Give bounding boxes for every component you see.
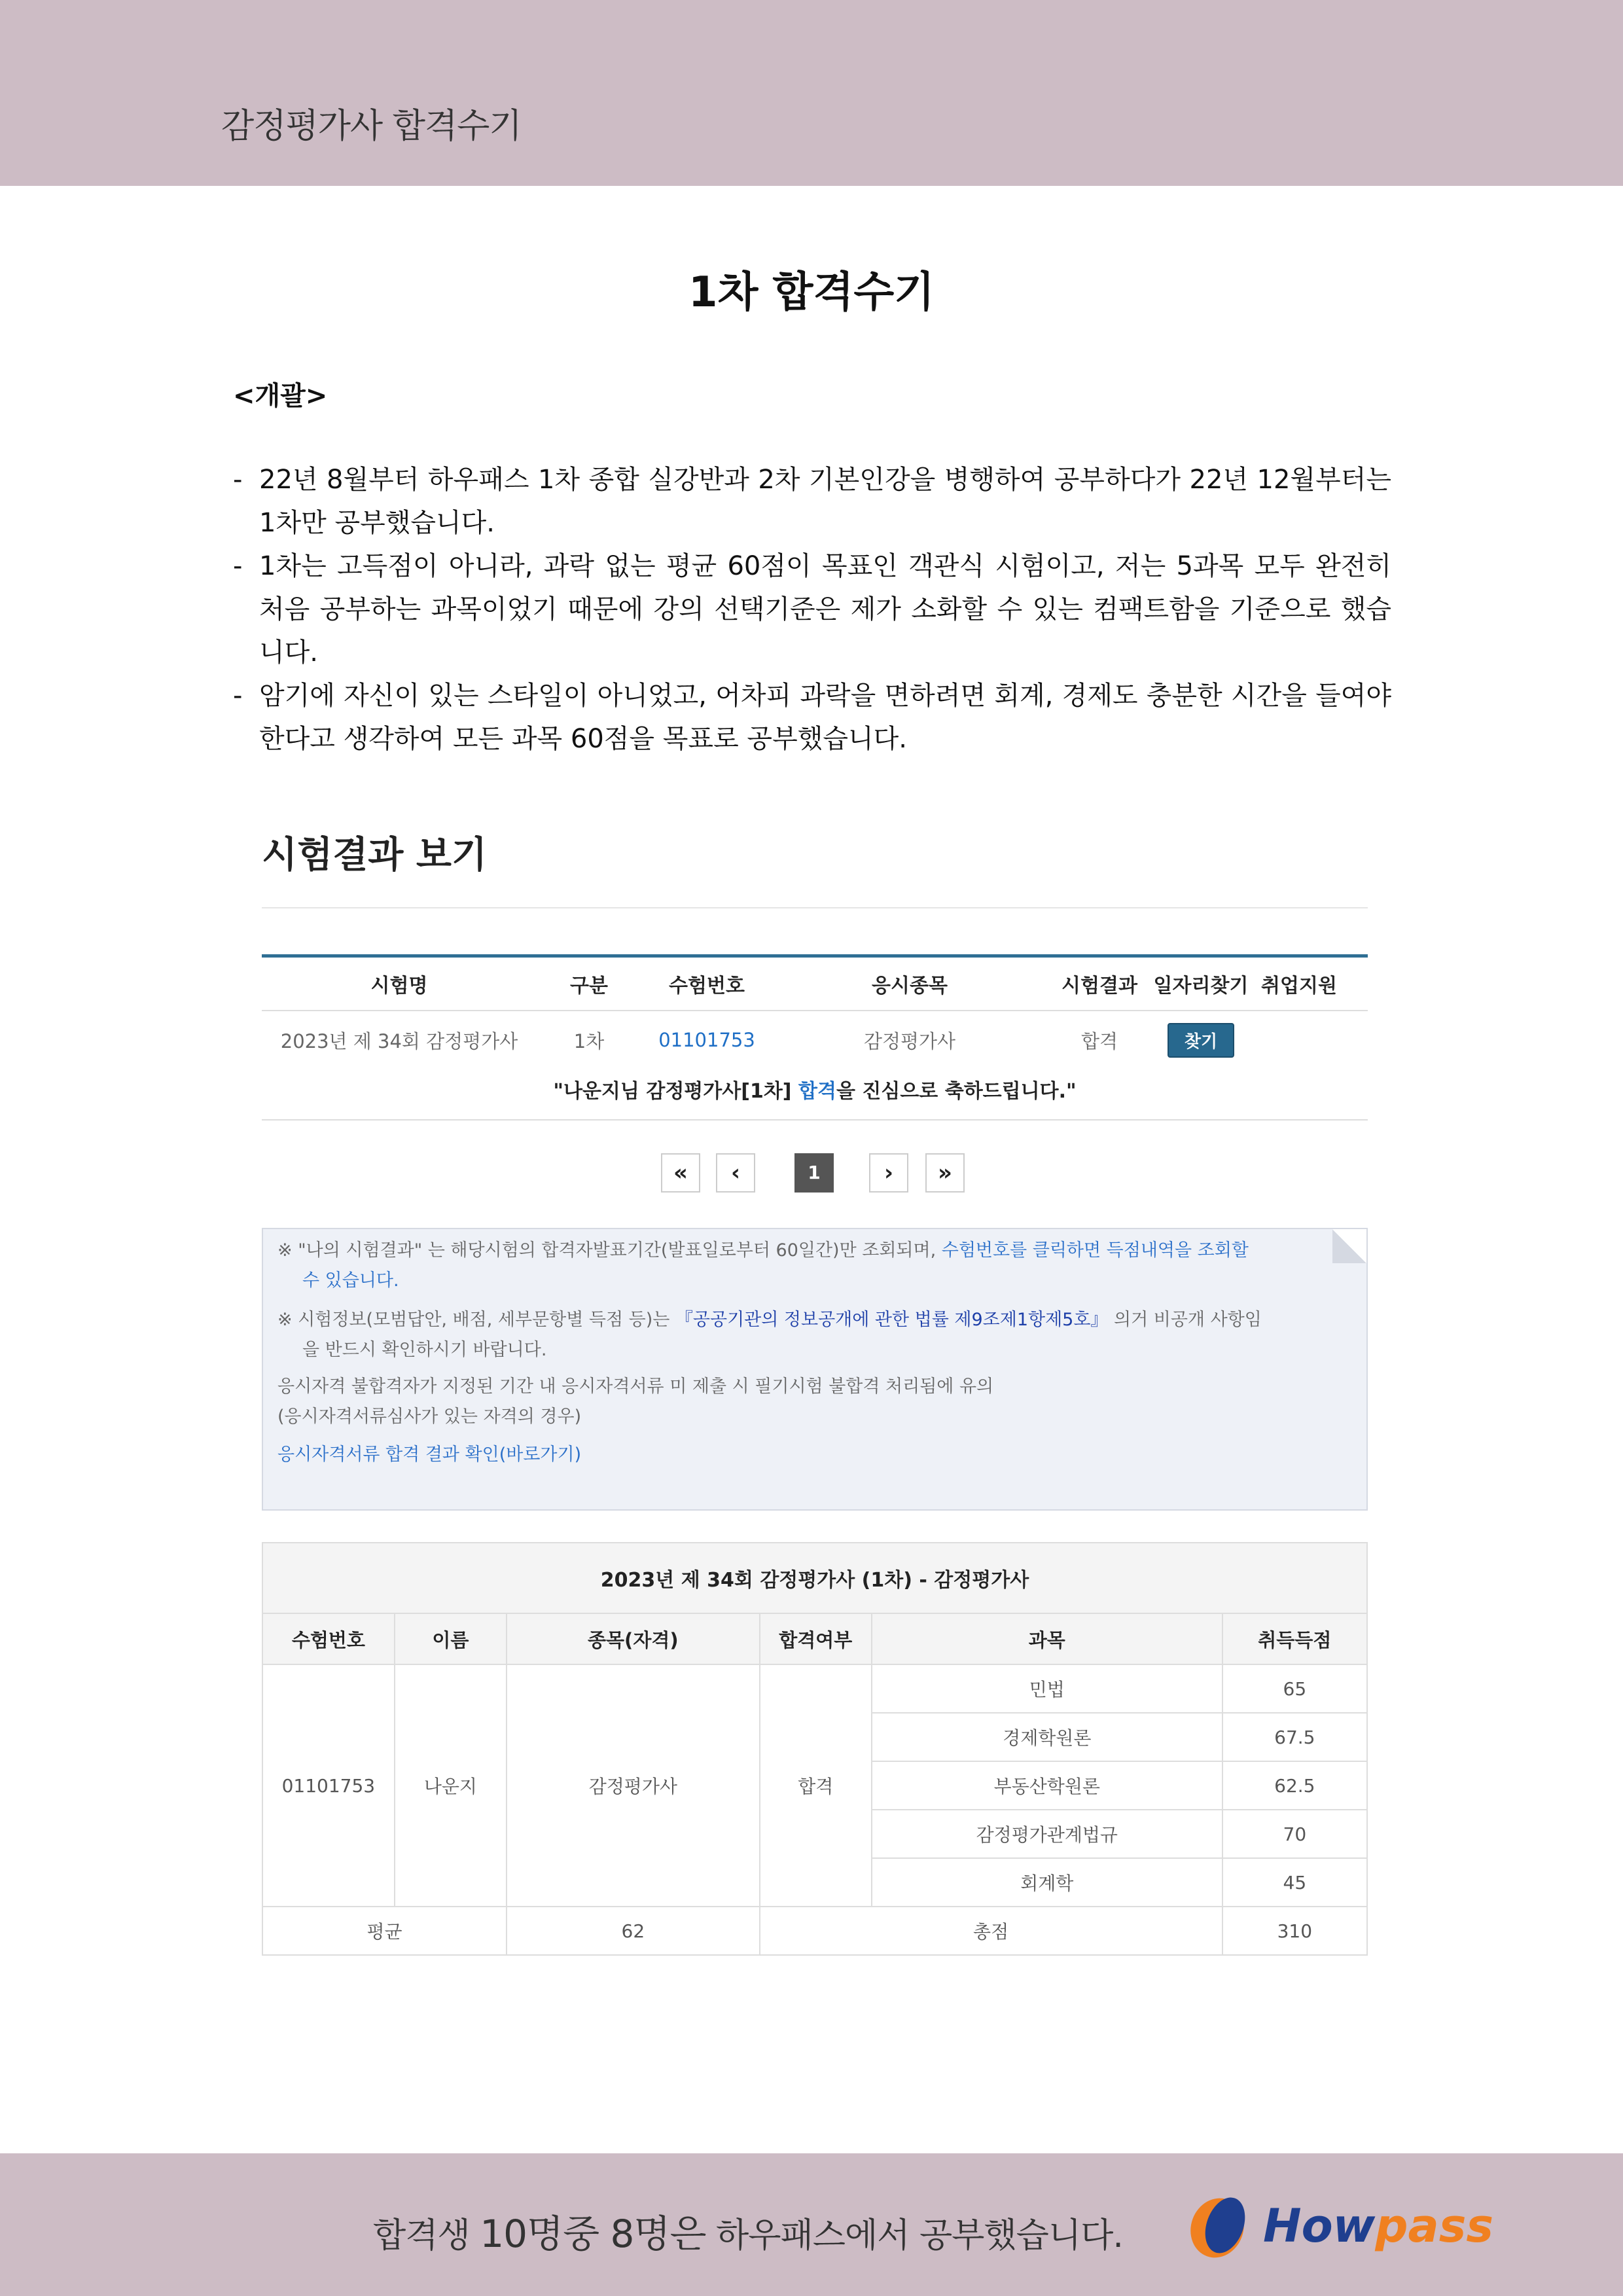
table-row xyxy=(262,1664,1367,1713)
total-value: 310 xyxy=(1222,1907,1367,1955)
result-table-header xyxy=(262,958,1368,1011)
divider xyxy=(262,1119,1368,1121)
dash-marker: - xyxy=(233,681,243,711)
score-table-caption: 2023년 제 34회 감정평가사 (1차) - 감정평가사 xyxy=(262,1543,1367,1613)
header-title: 감정평가사 합격수기 xyxy=(221,107,522,146)
howpass-wordmark xyxy=(1263,2199,1493,2253)
logo-how: How xyxy=(1263,2199,1376,2253)
col-exam-number: 수험번호 xyxy=(669,975,745,997)
document-title: 1차 합격수기 xyxy=(688,268,935,317)
howpass-logo-icon xyxy=(1185,2194,1257,2259)
find-job-button[interactable]: 찾기 xyxy=(1168,1023,1234,1058)
notice-line: 을 반드시 확인하시기 바랍니다. xyxy=(302,1340,547,1360)
bullet-item xyxy=(233,458,1391,545)
result-cell: 합격 xyxy=(1080,1030,1118,1052)
subject-cell: 경제학원론 xyxy=(872,1713,1222,1761)
col-result: 시험결과 xyxy=(1061,975,1137,997)
score-cell: 65 xyxy=(1222,1664,1367,1713)
notice-line xyxy=(302,1266,399,1296)
result-table xyxy=(262,954,1368,1069)
total-label: 총점 xyxy=(760,1907,1222,1955)
average-label: 평균 xyxy=(262,1907,507,1955)
score-cell: 70 xyxy=(1222,1810,1367,1858)
exam-number-link[interactable]: 01101753 xyxy=(658,1029,755,1051)
name-cell: 나운지 xyxy=(395,1664,507,1907)
notice-text: 의거 비공개 사항임 xyxy=(1108,1310,1262,1330)
summary-row xyxy=(262,1907,1367,1955)
category-cell: 1차 xyxy=(573,1030,605,1052)
pass-cell: 합격 xyxy=(760,1664,872,1907)
notice-text: ※ "나의 시험결과" 는 해당시험의 합격자발표기간(발표일로부터 60일간)만 조회되며, xyxy=(277,1240,942,1261)
prev-page-icon[interactable]: ‹ xyxy=(716,1153,755,1193)
exam-name-cell: 2023년 제 34회 감정평가사 xyxy=(280,1030,518,1052)
average-value: 62 xyxy=(507,1907,759,1955)
score-table-header xyxy=(262,1613,1367,1664)
subject-cell: 부동산학원론 xyxy=(872,1761,1222,1810)
bullet-text: 암기에 자신이 있는 스타일이 아니었고, 어차피 과락을 면하려면 회계, 경제도 충분한 시간을 들여야 한다고 생각하여 모든 과목 60점을 목표로 공부했습니다. xyxy=(259,681,1391,754)
table-row xyxy=(262,1011,1368,1069)
notice-line xyxy=(277,1440,581,1470)
header-band xyxy=(0,0,1623,186)
logo-pass: pass xyxy=(1375,2199,1494,2253)
col-category: 구분 xyxy=(570,975,608,997)
footer-slogan xyxy=(373,2203,1123,2258)
subject-cell: 감정평가관계법규 xyxy=(872,1810,1222,1858)
bullet-item xyxy=(233,545,1391,674)
notice-link[interactable]: 수 있습니다. xyxy=(302,1270,399,1291)
congrats-highlight: 합격 xyxy=(798,1080,836,1103)
notice-line xyxy=(277,1305,1338,1335)
score-cell: 62.5 xyxy=(1222,1761,1367,1810)
bullet-text: 1차는 고득점이 아니라, 과락 없는 평균 60점이 목표인 객관식 시험이고, 저는 5과목 모두 완전히 처음 공부하는 과목이었기 때문에 강의 선택기준은 제가 소화할 수 있는 컴팩트함을 기준으로 했습니다. xyxy=(259,551,1391,668)
slogan-text: 합격생 xyxy=(373,2216,480,2255)
notice-line: (응시자격서류심사가 있는 자격의 경우) xyxy=(277,1407,582,1427)
last-page-icon[interactable]: » xyxy=(925,1153,965,1193)
score-cell: 67.5 xyxy=(1222,1713,1367,1761)
congrats-message xyxy=(262,1075,1368,1103)
header-score: 취득득점 xyxy=(1222,1613,1367,1664)
document-result-link[interactable]: 응시자격서류 합격 결과 확인(바로가기) xyxy=(277,1444,582,1465)
col-exam-name: 시험명 xyxy=(370,975,428,997)
exam-number-cell: 01101753 xyxy=(262,1664,395,1907)
notice-line: 응시자격 불합격자가 지정된 기간 내 응시자격서류 미 제출 시 필기시험 불합격 처리됨에 유의 xyxy=(277,1376,994,1397)
score-table xyxy=(262,1542,1368,1956)
subject-cell: 민법 xyxy=(872,1664,1222,1713)
score-cell: 45 xyxy=(1222,1858,1367,1907)
subject-cell: 회계학 xyxy=(872,1858,1222,1907)
col-employment: 취업지원 xyxy=(1261,975,1337,997)
congrats-text: 을 진심으로 축하드립니다." xyxy=(836,1080,1077,1103)
dash-marker: - xyxy=(233,465,243,495)
header-field: 종목(자격) xyxy=(507,1613,759,1664)
exam-result-screenshot xyxy=(262,792,1368,1964)
slogan-text: 하우패스에서 공부했습니다. xyxy=(705,2216,1123,2255)
howpass-logo xyxy=(1185,2194,1494,2259)
bullet-text: 22년 8월부터 하우패스 1차 종합 실강반과 2차 기본인강을 병행하여 공부하다가 22년 12월부터는 1차만 공부했습니다. xyxy=(259,465,1391,538)
pagination xyxy=(661,1153,969,1195)
law-link[interactable]: 『공공기관의 정보공개에 관한 법률 제9조제1항제5호』 xyxy=(675,1310,1109,1330)
bullet-item xyxy=(233,674,1391,761)
header-name: 이름 xyxy=(395,1613,507,1664)
header-exam-number: 수험번호 xyxy=(262,1613,395,1664)
page-number-current[interactable]: 1 xyxy=(794,1153,834,1193)
notice-text: ※ 시험정보(모범답안, 배점, 세부문항별 득점 등)는 xyxy=(277,1310,675,1330)
next-page-icon[interactable]: › xyxy=(869,1153,908,1193)
divider xyxy=(262,907,1368,908)
result-page-title: 시험결과 보기 xyxy=(262,834,488,876)
overview-bullets xyxy=(233,458,1391,761)
notice-link[interactable]: 수험번호를 클릭하면 득점내역을 조회할 xyxy=(941,1240,1249,1261)
field-cell: 감정평가사 xyxy=(863,1030,956,1052)
field-cell: 감정평가사 xyxy=(507,1664,759,1907)
notice-box xyxy=(262,1228,1368,1511)
notice-line xyxy=(277,1236,1338,1266)
header-pass: 합격여부 xyxy=(760,1613,872,1664)
footer-band xyxy=(0,2153,1623,2296)
slogan-emphasis: 10명중 8명은 xyxy=(480,2212,706,2256)
col-job-search: 일자리찾기 xyxy=(1153,975,1249,997)
col-field: 응시종목 xyxy=(872,975,948,997)
congrats-text: "나운지님 감정평가사[1차] xyxy=(553,1080,798,1103)
section-heading: <개괄> xyxy=(233,381,328,411)
first-page-icon[interactable]: « xyxy=(661,1153,700,1193)
header-subject: 과목 xyxy=(872,1613,1222,1664)
dash-marker: - xyxy=(233,551,243,581)
